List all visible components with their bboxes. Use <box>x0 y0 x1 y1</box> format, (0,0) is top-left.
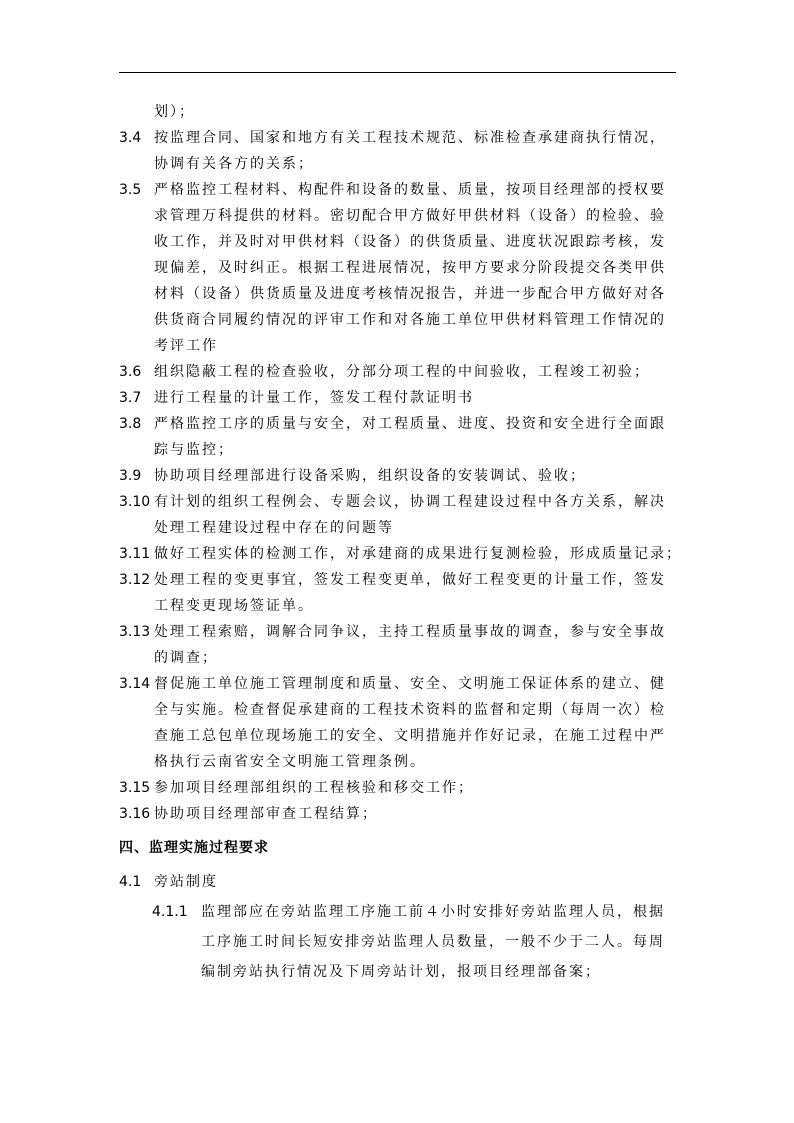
item-text-line: 督促施工单位施工管理制度和质量、安全、文明施工保证体系的建立、健 <box>154 676 666 692</box>
item-number: 3.15 <box>119 780 151 796</box>
item-text-line: 有计划的组织工程例会、专题会议，协调工程建设过程中各方关系，解决 <box>154 494 666 510</box>
item-text-line: 划）； <box>154 104 195 120</box>
item-text-line: 供货商合同履约情况的评审工作和对各施工单位甲供材料管理工作情况的 <box>154 312 666 328</box>
sub-item-text-line: 编制旁站执行情况及下周旁站计划，报项目经理部备案； <box>201 964 601 980</box>
item-text-line: 格执行云南省安全文明施工管理条例。 <box>154 754 426 770</box>
header-rule <box>119 72 676 73</box>
item-text-line: 处理工程建设过程中存在的问题等 <box>154 520 394 536</box>
item-text-line: 现偏差，及时纠正。根据工程进展情况，按甲方要求分阶段提交各类甲供 <box>154 260 666 276</box>
item-number: 3.13 <box>119 624 151 640</box>
item-number: 3.14 <box>119 676 151 692</box>
item-text-line: 考评工作 <box>154 338 218 354</box>
item-number: 3.5 <box>119 182 142 198</box>
sub-heading-number: 4.1 <box>119 874 142 890</box>
item-text-line: 严格监控工序的质量与安全，对工程质量、进度、投资和安全进行全面跟 <box>154 416 666 432</box>
item-text-line: 收工作，并及时对甲供材料（设备）的供货质量、进度状况跟踪考核，发 <box>154 234 666 250</box>
item-text-line: 做好工程实体的检测工作，对承建商的成果进行复测检验，形成质量记录； <box>154 546 682 562</box>
item-text-line: 协调有关各方的关系； <box>154 156 314 172</box>
sub-item-text-line: 工序施工时间长短安排旁站监理人员数量，一般不少于二人。每周 <box>201 934 665 950</box>
item-number: 3.8 <box>119 416 142 432</box>
item-text-line: 按监理合同、国家和地方有关工程技术规范、标准检查承建商执行情况， <box>154 130 666 146</box>
sub-item-number: 4.1.1 <box>152 904 188 920</box>
item-number: 3.9 <box>119 468 142 484</box>
item-text-line: 工程变更现场签证单。 <box>154 598 314 614</box>
item-number: 3.4 <box>119 130 142 146</box>
item-number: 3.12 <box>119 572 151 588</box>
item-text-line: 查施工总包单位现场施工的安全、文明措施并作好记录，在施工过程中严 <box>154 728 666 744</box>
item-text-line: 材料（设备）供货质量及进度考核情况报告，并进一步配合甲方做好对各 <box>154 286 666 302</box>
item-text-line: 求管理万科提供的材料。密切配合甲方做好甲供材料（设备）的检验、验 <box>154 208 666 224</box>
sub-heading-text: 旁站制度 <box>154 874 218 890</box>
item-text-line: 严格监控工程材料、构配件和设备的数量、质量，按项目经理部的授权要 <box>154 182 666 198</box>
item-text-line: 踪与监控； <box>154 442 234 458</box>
section-heading: 四、监理实施过程要求 <box>119 840 269 856</box>
item-text-line: 协助项目经理部审查工程结算； <box>154 806 378 822</box>
item-text-line: 参加项目经理部组织的工程核验和移交工作； <box>154 780 474 796</box>
item-text-line: 的调查； <box>154 650 218 666</box>
item-number: 3.10 <box>119 494 151 510</box>
item-text-line: 组织隐蔽工程的检查验收，分部分项工程的中间验收，工程竣工初验； <box>154 364 650 380</box>
item-text-line: 全与实施。检查督促承建商的工程技术资料的监督和定期（每周一次）检 <box>154 702 666 718</box>
item-number: 3.7 <box>119 390 142 406</box>
item-text-line: 处理工程索赔，调解合同争议，主持工程质量事故的调查，参与安全事故 <box>154 624 666 640</box>
item-number: 3.11 <box>119 546 151 562</box>
item-number: 3.16 <box>119 806 151 822</box>
item-text-line: 进行工程量的计量工作，签发工程付款证明书 <box>154 390 474 406</box>
item-number: 3.6 <box>119 364 142 380</box>
item-text-line: 处理工程的变更事宜，签发工程变更单，做好工程变更的计量工作，签发 <box>154 572 666 588</box>
sub-item-text-line: 监理部应在旁站监理工序施工前４小时安排好旁站监理人员，根据 <box>201 904 665 920</box>
item-text-line: 协助项目经理部进行设备采购，组织设备的安装调试、验收； <box>154 468 586 484</box>
